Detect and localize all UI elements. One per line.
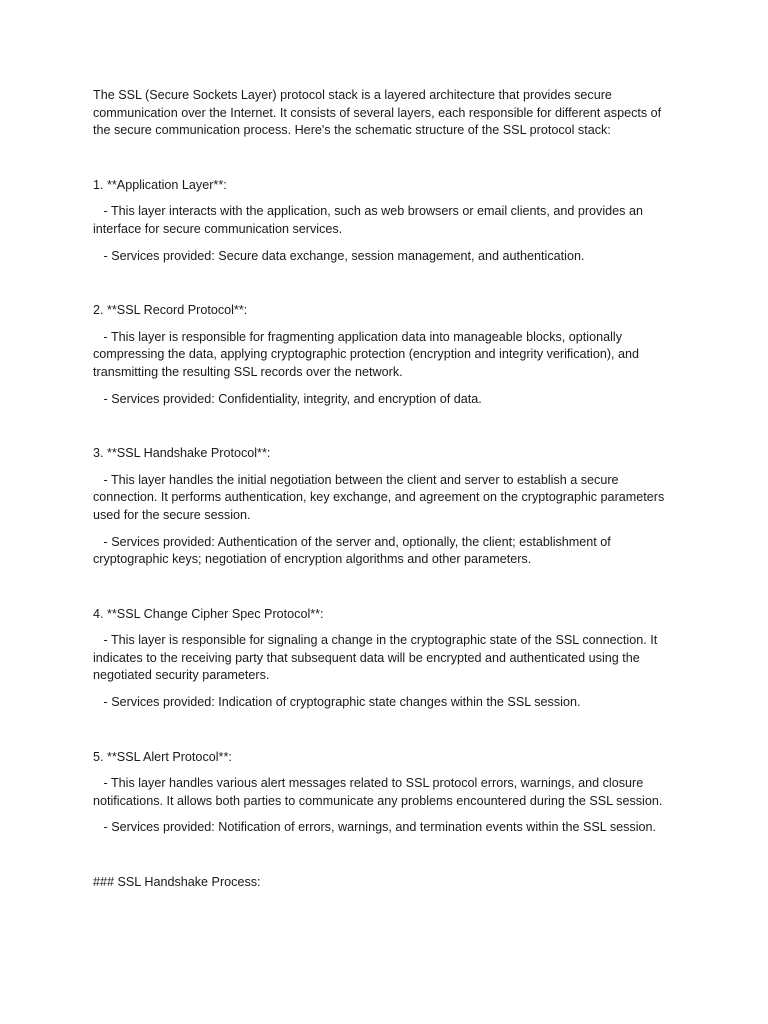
section-4 bbox=[93, 606, 677, 712]
section-services: - Services provided: Authentication of the server and, optionally, the client; establishment of cryptographic keys; negotiation of encryption algorithms and other parameters. bbox=[93, 534, 615, 567]
section-title: 5. **SSL Alert Protocol**: bbox=[93, 749, 232, 764]
section-description: - This layer is responsible for fragmenting application data into manageable blocks, optionally compressing the data, applying cryptographic protection (encryption and integrity verification), and transmitting the resulting SSL records over the network. bbox=[93, 329, 643, 379]
handshake-process-heading: ### SSL Handshake Process: bbox=[93, 875, 261, 890]
section-description: - This layer handles the initial negotiation between the client and server to establish a secure connection. It performs authentication, key exchange, and agreement on the cryptographic parameters used for the secure session. bbox=[93, 472, 668, 522]
section-3 bbox=[93, 445, 677, 569]
section-description: - This layer handles various alert messages related to SSL protocol errors, warnings, and closure notifications. It allows both parties to communicate any problems encountered during the SSL session. bbox=[93, 776, 663, 808]
section-services: - Services provided: Notification of errors, warnings, and termination events within the SSL session. bbox=[93, 820, 657, 835]
document-page bbox=[93, 87, 677, 892]
section-services: - Services provided: Indication of cryptographic state changes within the SSL session. bbox=[93, 695, 581, 710]
intro-paragraph: The SSL (Secure Sockets Layer) protocol stack is a layered architecture that provides secure communication over the Internet. It consists of several layers, each responsible for different aspects of the secure communication process. Here's the schematic structure of the SSL protocol stack: bbox=[93, 88, 665, 138]
section-5 bbox=[93, 749, 677, 837]
section-services: - Services provided: Secure data exchange, session management, and authentication. bbox=[93, 248, 585, 263]
section-title: 4. **SSL Change Cipher Spec Protocol**: bbox=[93, 606, 324, 621]
section-title: 3. **SSL Handshake Protocol**: bbox=[93, 446, 271, 461]
section-1 bbox=[93, 177, 677, 265]
section-services: - Services provided: Confidentiality, integrity, and encryption of data. bbox=[93, 391, 482, 406]
section-description: - This layer interacts with the application, such as web browsers or email clients, and provides an interface for secure communication services. bbox=[93, 204, 647, 236]
section-description: - This layer is responsible for signaling a change in the cryptographic state of the SSL connection. It indicates to the receiving party that subsequent data will be encrypted and authenticated using the negotiated security parameters. bbox=[93, 633, 661, 683]
section-2 bbox=[93, 302, 677, 408]
section-title: 1. **Application Layer**: bbox=[93, 177, 227, 192]
section-title: 2. **SSL Record Protocol**: bbox=[93, 303, 248, 318]
